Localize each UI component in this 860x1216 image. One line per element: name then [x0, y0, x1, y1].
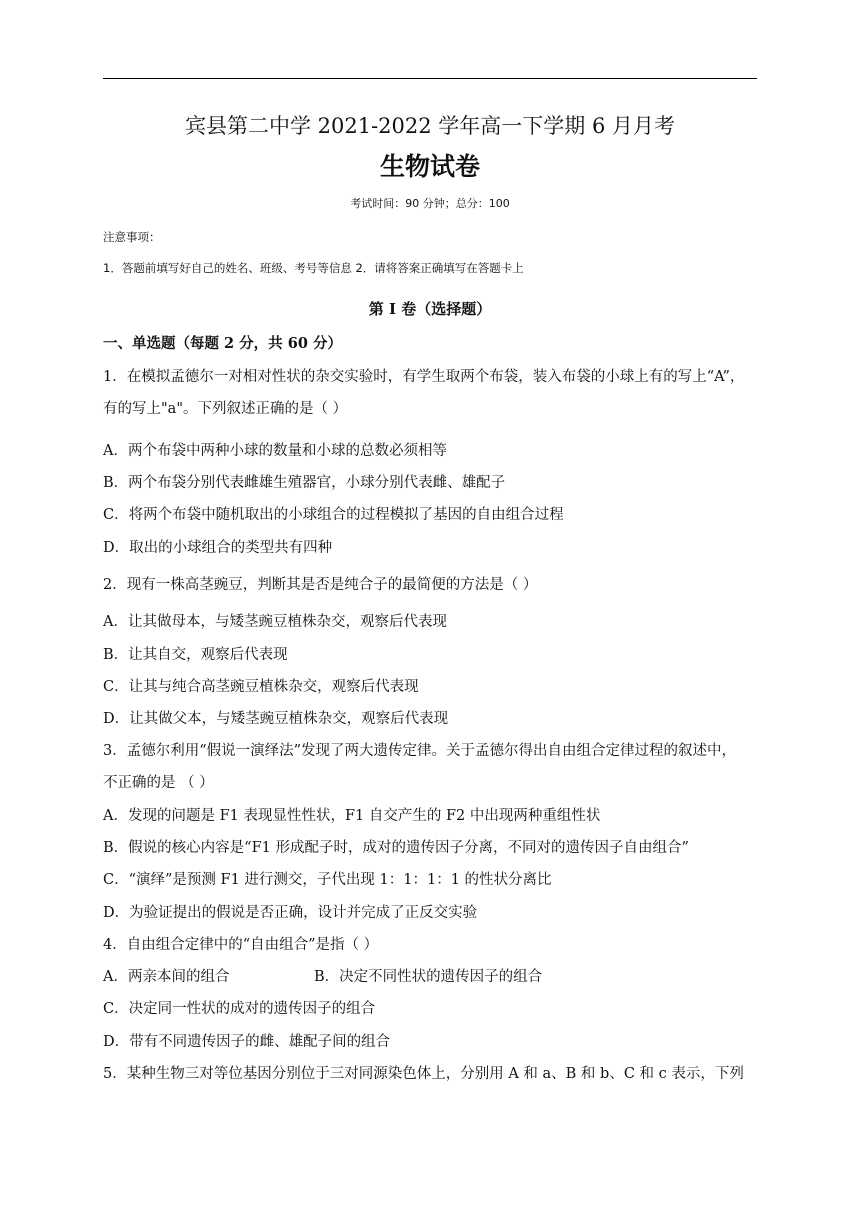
- question-4-option-d: D．带有不同遗传因子的雌、雄配子间的组合: [103, 1034, 391, 1050]
- question-1-option-b: B．两个布袋分别代表雌雄生殖器官，小球分别代表雌、雄配子: [103, 475, 506, 491]
- question-1-stem-line2: 有的写上"a"。下列叙述正确的是（ ）: [103, 401, 348, 417]
- part-title: 一、单选题（每题 2 分，共 60 分）: [103, 335, 342, 352]
- exam-subtitle: 生物试卷: [379, 152, 480, 181]
- question-2-option-d: D．让其做父本，与矮茎豌豆植株杂交，观察后代表现: [103, 711, 449, 727]
- question-1-option-d: D．取出的小球组合的类型共有四种: [103, 540, 333, 556]
- question-1-option-c: C．将两个布袋中随机取出的小球组合的过程模拟了基因的自由组合过程: [103, 507, 564, 523]
- question-3-option-a: A．发现的问题是 F1 表现显性性状，F1 自交产生的 F2 中出现两种重组性状: [103, 808, 601, 824]
- notice-text: 1．答题前填写好自己的姓名、班级、考号等信息 2．请将答案正确填写在答题卡上: [103, 261, 524, 275]
- question-4-option-a: A．两亲本间的组合: [103, 969, 230, 985]
- question-1-option-a: A．两个布袋中两种小球的数量和小球的总数必须相等: [103, 443, 447, 459]
- question-4-option-b: B．决定不同性状的遗传因子的组合: [314, 969, 543, 985]
- question-3-option-b: B．假说的核心内容是“F1 形成配子时，成对的遗传因子分离，不同对的遗传因子自由组合”: [103, 840, 689, 856]
- question-2-option-b: B．让其自交，观察后代表现: [103, 647, 288, 663]
- question-3-stem-line1: 3．孟德尔利用“假说一演绎法”发现了两大遗传定律。关于孟德尔得出自由组合定律过程的叙述中，: [103, 743, 737, 759]
- question-5-stem: 5．某种生物三对等位基因分别位于三对同源染色体上，分别用 A 和 a、B 和 b、C 和 c 表示，下列: [103, 1066, 744, 1082]
- exam-title: 宾县第二中学 2021-2022 学年高一下学期 6 月月考: [184, 114, 676, 138]
- exam-meta: 考试时间：90 分钟；总分：100: [350, 197, 510, 210]
- header-rule: [103, 78, 757, 79]
- question-3-option-c: C．“演绎”是预测 F1 进行测交，子代出现 1：1：1：1 的性状分离比: [103, 872, 552, 888]
- question-3-stem-line2: 不正确的是 （ ）: [103, 775, 214, 791]
- question-2-stem: 2．现有一株高茎豌豆，判断其是否是纯合子的最简便的方法是（ ）: [103, 577, 538, 593]
- question-4-stem: 4．自由组合定律中的“自由组合”是指（ ）: [103, 937, 379, 953]
- question-1-stem-line1: 1．在模拟孟德尔一对相对性状的杂交实验时，有学生取两个布袋，装入布袋的小球上有的写上“A”，: [103, 369, 745, 385]
- question-2-option-a: A．让其做母本，与矮茎豌豆植株杂交，观察后代表现: [103, 614, 447, 630]
- question-3-option-d: D．为验证提出的假说是否正确，设计并完成了正反交实验: [103, 905, 478, 921]
- section-title: 第 I 卷（选择题）: [368, 300, 492, 318]
- notice-heading: 注意事项：: [103, 230, 161, 244]
- question-2-option-c: C．让其与纯合高茎豌豆植株杂交，观察后代表现: [103, 679, 419, 695]
- question-4-option-c: C．决定同一性状的成对的遗传因子的组合: [103, 1001, 376, 1017]
